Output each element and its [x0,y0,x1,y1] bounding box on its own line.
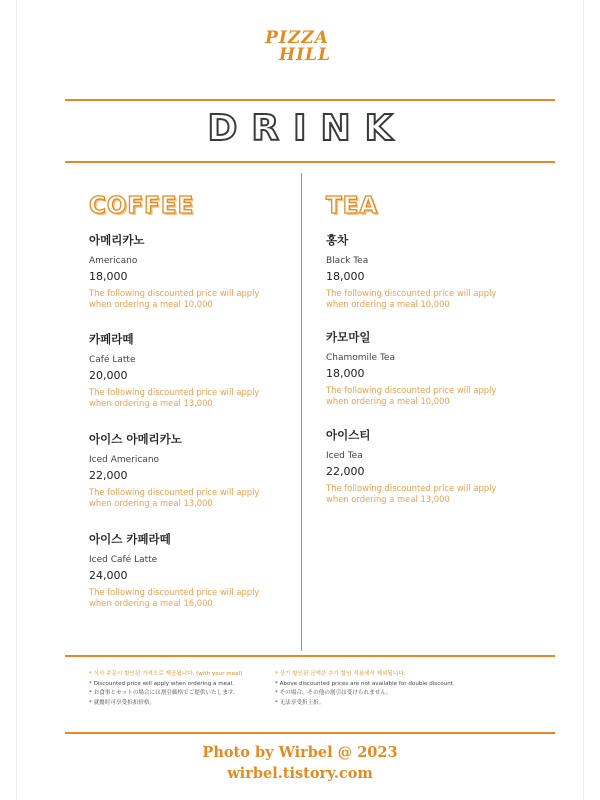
photo-credit [17,742,583,784]
top-divider [65,99,555,101]
note-line: * お食事とセットの場合には割引価格でご提供いたします。 [89,690,239,696]
item-english-name: Iced Americano [89,455,160,465]
coffee-section [89,193,289,608]
menu-item-black-tea [326,233,496,310]
menu-page [16,0,584,800]
item-english-name: Black Tea [326,256,369,266]
item-korean-name: 아이스티 [326,428,371,442]
note-line: * Discounted price will apply when ordering a meal. [89,680,234,687]
footer-divider [65,732,555,734]
item-english-name: Iced Café Latte [89,555,158,565]
item-korean-name: 아이스 카페라떼 [89,532,171,546]
item-price: 22,000 [326,465,365,478]
credit-line: Photo by Wirbel @ 2023 [202,744,398,761]
item-discount-note: The following discounted price will apply when ordering a meal 13,000 [89,387,260,408]
item-price: 18,000 [326,270,365,283]
pizza-hill-logo [17,30,583,64]
menu-item-chamomile-tea [326,330,496,407]
logo-line-2: HILL [279,45,331,65]
item-discount-note: The following discounted price will apply when ordering a meal 16,000 [89,587,260,608]
item-korean-name: 카모마일 [326,330,371,344]
note-line: * 就餐时可享受折扣价格。 [89,699,156,706]
item-discount-note: The following discounted price will apply when ordering a meal 10,000 [326,288,497,309]
item-korean-name: 아이스 아메리카노 [89,432,182,446]
item-korean-name: 아메리카노 [89,233,145,247]
item-discount-note: The following discounted price will apply when ordering a meal 13,000 [326,483,497,504]
menu-item-americano [89,233,259,310]
menu-item-iced-tea [326,428,496,505]
item-english-name: Chamomile Tea [326,353,395,363]
item-price: 22,000 [89,469,128,482]
item-price: 24,000 [89,569,128,582]
menu-item-iced-cafe-latte [89,532,259,609]
item-korean-name: 홍차 [326,233,349,247]
menu-item-cafe-latte [89,332,259,409]
item-discount-note: The following discounted price will apply when ordering a meal 10,000 [326,385,497,406]
page-title: DRINK [207,108,407,149]
note-line: * Above discounted prices are not available for double discount. [275,680,455,687]
item-price: 20,000 [89,369,128,382]
item-english-name: Americano [89,256,138,266]
item-discount-note: The following discounted price will apply when ordering a meal 10,000 [89,288,260,309]
item-english-name: Café Latte [89,355,136,365]
menu-item-iced-americano [89,432,259,509]
note-line: * 无法享受折上折。 [275,699,325,706]
item-discount-note: The following discounted price will apply when ordering a meal 13,000 [89,487,260,508]
coffee-heading: COFFEE [89,193,195,219]
tea-section [326,193,536,504]
item-price: 18,000 [326,367,365,380]
notes-right [275,670,455,708]
note-highlight: * 식사 주문시 할인된 가격으로 제공됩니다. (with your meal) [89,671,243,677]
credit-url: wirbel.tistory.com [227,765,373,782]
logo-line-1: PIZZA [265,28,329,48]
item-price: 18,000 [89,270,128,283]
item-english-name: Iced Tea [326,451,363,461]
tea-heading: TEA [326,193,379,219]
note-highlight: * 상기 할인된 금액은 추가 할인 적용에서 제외됩니다. [275,671,406,677]
notes-divider [65,655,555,657]
note-line: * その場合、その他の割引は受けられません。 [275,690,392,696]
title-divider [65,161,555,163]
column-divider [301,173,302,651]
notes-left [89,670,242,708]
item-korean-name: 카페라떼 [89,332,134,346]
